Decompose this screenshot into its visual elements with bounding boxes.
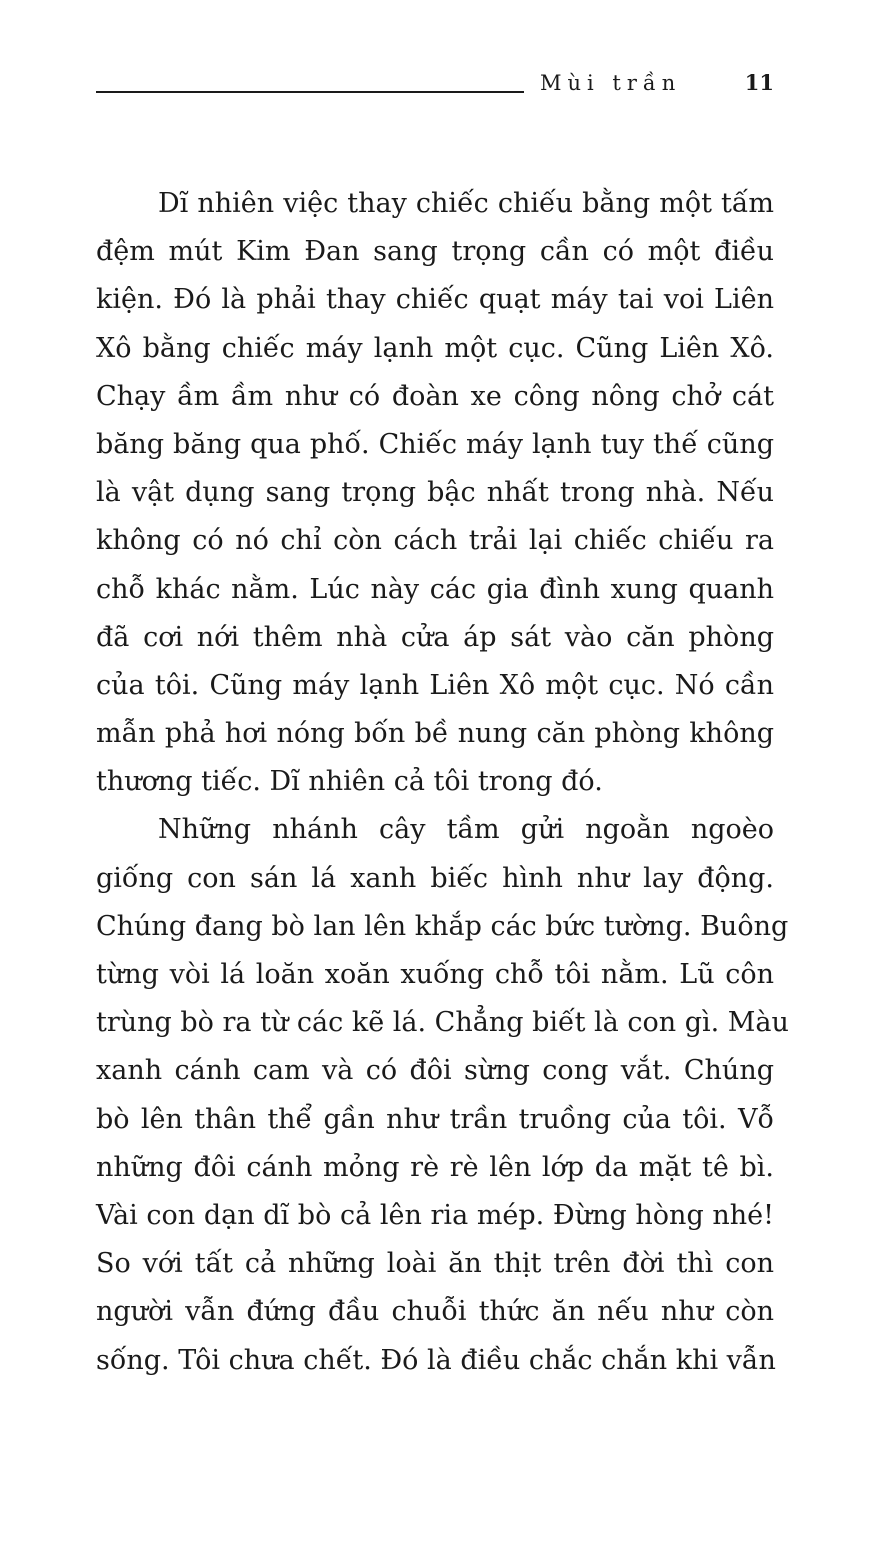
text-line: là vật dụng sang trọng bậc nhất trong nhà. Nếu: [96, 477, 774, 509]
text-line: Dĩ nhiên việc thay chiếc chiếu bằng một tấm: [158, 188, 774, 219]
paragraph-2: [96, 806, 789, 1384]
page-header: [96, 68, 774, 98]
header-rule: [96, 91, 524, 93]
text-line: của tôi. Cũng máy lạnh Liên Xô một cục. Nó cần: [96, 669, 774, 701]
text-line: những đôi cánh mỏng rè rè lên lớp da mặt tê bì.: [96, 1151, 774, 1183]
text-line: không có nó chỉ còn cách trải lại chiếc chiếu ra: [96, 525, 774, 557]
text-line: giống con sán lá xanh biếc hình như lay động.: [96, 862, 774, 894]
text-line: người vẫn đứng đầu chuỗi thức ăn nếu như còn: [96, 1296, 774, 1328]
text-line: Chúng đang bò lan lên khắp các bức tường. Buông: [96, 910, 789, 942]
text-line: Xô bằng chiếc máy lạnh một cục. Cũng Liên Xô.: [96, 332, 774, 364]
text-line: kiện. Đó là phải thay chiếc quạt máy tai voi Liên: [96, 284, 774, 316]
body-text: [96, 180, 789, 1385]
text-line: băng băng qua phố. Chiếc máy lạnh tuy thế cũng: [96, 428, 774, 460]
text-line: đệm mút Kim Đan sang trọng cần có một điều: [96, 236, 774, 268]
page-number: 11: [744, 70, 774, 95]
text-line: đã cơi nới thêm nhà cửa áp sát vào căn phòng: [96, 621, 774, 653]
text-line: bò lên thân thể gần như trần truồng của tôi. Vỗ: [96, 1103, 774, 1135]
text-line: So với tất cả những loài ăn thịt trên đời thì con: [96, 1248, 774, 1280]
text-line: Vài con dạn dĩ bò cả lên ria mép. Đừng hòng nhé!: [96, 1199, 774, 1231]
text-line: Những nhánh cây tầm gửi ngoằn ngoèo: [158, 814, 774, 846]
text-line: chỗ khác nằm. Lúc này các gia đình xung quanh: [96, 573, 774, 605]
text-line: xanh cánh cam và có đôi sừng cong vắt. Chúng: [96, 1055, 774, 1087]
text-line: mẫn phả hơi nóng bốn bề nung căn phòng không: [96, 718, 774, 750]
paragraph-1: [96, 180, 774, 806]
text-line: trùng bò ra từ các kẽ lá. Chẳng biết là con gì. Màu: [96, 1007, 789, 1039]
text-line: thương tiếc. Dĩ nhiên cả tôi trong đó.: [96, 766, 603, 798]
text-line: Chạy ầm ầm như có đoàn xe công nông chở cát: [96, 380, 774, 412]
text-line: từng vòi lá loăn xoăn xuống chỗ tôi nằm. Lũ côn: [96, 959, 774, 990]
text-line: sống. Tôi chưa chết. Đó là điều chắc chắn khi vẫn: [96, 1344, 776, 1376]
running-title: Mùi trần: [540, 71, 682, 95]
